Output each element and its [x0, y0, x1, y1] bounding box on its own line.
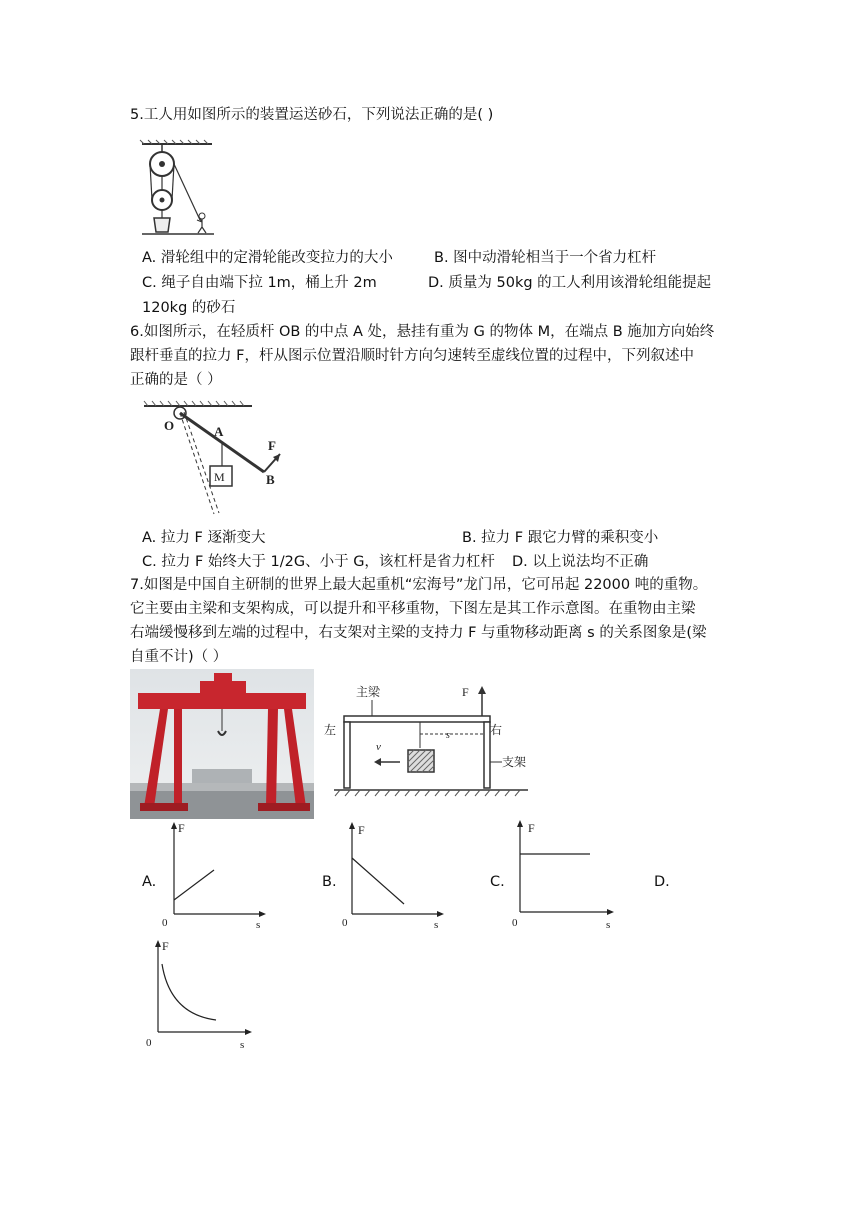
q7-option-d[interactable]: D. [654, 874, 670, 890]
graph-b-y-label: F [358, 823, 365, 837]
graph-b-curve [352, 858, 404, 904]
q7-stem-line-4: 自重不计)（ ） [130, 649, 228, 665]
label-m: M [214, 470, 225, 484]
graph-d-x-label: s [240, 1039, 245, 1051]
graph-a-y-label: F [178, 821, 185, 835]
label-left: 左 [324, 723, 337, 737]
graph-b-x-label: s [434, 919, 439, 930]
label-a: A [214, 424, 224, 439]
label-f: F [268, 438, 276, 453]
q6-stem-line-1: 6.如图所示，在轻质杆 OB 的中点 A 处，悬挂有重为 G 的物体 M，在端点 B 施加方向始终 [130, 324, 715, 340]
graph-d [144, 936, 256, 1052]
graph-c-x-label: s [606, 919, 611, 928]
pulley-system-figure [138, 138, 218, 240]
q5-stem: 5.工人用如图所示的装置运送砂石，下列说法正确的是( ) [130, 107, 494, 123]
q7-stem-line-2: 它主要由主梁和支架构成，可以提升和平移重物，下图左是其工作示意图。在重物由主梁 [130, 601, 696, 617]
graph-a-x-label: s [256, 919, 261, 930]
crane-schematic [318, 682, 534, 802]
label-b: B [266, 472, 275, 487]
graph-b-origin: 0 [342, 917, 348, 929]
graph-c-origin: 0 [512, 917, 518, 928]
graph-d-y-label: F [162, 939, 169, 953]
q6-option-d[interactable]: D. 以上说法均不正确 [512, 554, 649, 570]
q6-stem-line-2: 跟杆垂直的拉力 F，杆从图示位置沿顺时针方向匀速转至虚线位置的过程中，下列叙述中 [130, 348, 694, 364]
label-right: 右 [490, 723, 503, 737]
q6-stem-line-3: 正确的是（ ） [130, 372, 222, 388]
q5-option-d[interactable]: D. 质量为 50kg 的工人利用该滑轮组能提起 [428, 275, 712, 291]
label-o: O [164, 418, 175, 433]
graph-d-curve [162, 964, 216, 1020]
q7-stem-line-1: 7.如图是中国自主研制的世界上最大起重机“宏海号”龙门吊，它可吊起 22000 吨的重物。 [130, 577, 708, 593]
q5-option-a[interactable]: A. 滑轮组中的定滑轮能改变拉力的大小 [142, 250, 393, 266]
graph-a-curve [174, 870, 214, 900]
gantry-crane-photo [130, 669, 314, 819]
graph-c-y-label: F [528, 821, 535, 835]
q7-option-a[interactable]: A. [142, 874, 157, 890]
q5-option-d-continued: 120kg 的砂石 [142, 300, 236, 316]
label-support: 支架 [502, 755, 527, 769]
q5-option-c[interactable]: C. 绳子自由端下拉 1m，桶上升 2m [142, 275, 377, 291]
q5-option-b[interactable]: B. 图中动滑轮相当于一个省力杠杆 [434, 250, 657, 266]
q7-option-b[interactable]: B. [322, 874, 337, 890]
graph-c [506, 816, 618, 928]
label-force: F [462, 685, 469, 699]
graph-d-origin: 0 [146, 1037, 152, 1049]
label-distance: s [446, 730, 450, 741]
q7-option-c[interactable]: C. [490, 874, 505, 890]
label-velocity: v [376, 741, 381, 753]
graph-a [160, 818, 270, 930]
q6-option-b[interactable]: B. 拉力 F 跟它力臂的乘积变小 [462, 530, 659, 546]
label-main-beam: 主梁 [356, 685, 381, 699]
q6-option-c[interactable]: C. 拉力 F 始终大于 1/2G、小于 G，该杠杆是省力杠杆 [142, 554, 495, 570]
graph-b [338, 818, 448, 930]
q7-stem-line-3: 右端缓慢移到左端的过程中，右支架对主梁的支持力 F 与重物移动距离 s 的关系图象是(梁 [130, 625, 707, 641]
lever-figure [140, 396, 290, 520]
q6-option-a[interactable]: A. 拉力 F 逐渐变大 [142, 530, 266, 546]
graph-a-origin: 0 [162, 917, 168, 929]
